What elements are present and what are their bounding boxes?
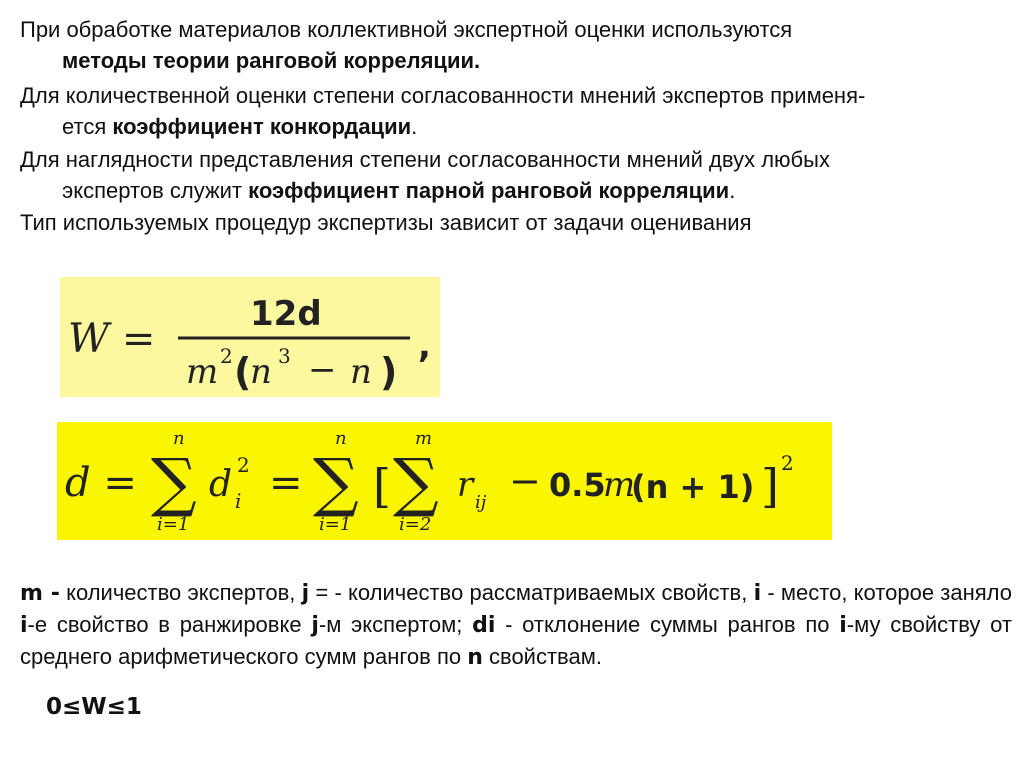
legend-n-text: свойствам.	[482, 644, 602, 669]
formula-d-sum1-bottom: i=1	[157, 514, 190, 535]
legend-i-text-3: -му свойству от среднего арифметического сумм рангов по	[20, 612, 1012, 669]
legend-j-symbol: j	[301, 581, 310, 606]
formula-d-paren-expr: (n + 1)	[631, 468, 755, 506]
formula-w	[60, 277, 440, 397]
formula-w-lhs: W =	[68, 316, 156, 362]
legend-i-symbol: i	[753, 581, 762, 606]
paragraph-procedure-type	[20, 207, 1005, 238]
legend-j-symbol-2: j	[311, 613, 319, 638]
formula-d-sum3-top: m	[415, 428, 433, 449]
formula-w-den-n2: n	[350, 352, 372, 392]
formula-d-box	[57, 422, 832, 540]
legend-j-eq: =	[309, 580, 335, 605]
legend-i-text-2: -е свойство в ранжировке	[27, 612, 312, 637]
formula-d-sum3-sigma: ∑	[393, 446, 439, 520]
formula-w-den-n: n	[250, 352, 272, 392]
formula-d-sum2-top: n	[335, 428, 347, 449]
p3-line1: Для наглядности представления степени согласованности мнений двух любых	[20, 147, 830, 172]
paragraph-rank-correlation	[20, 14, 1005, 76]
formula-w-den-m: m	[186, 352, 219, 392]
formula-d-sum2-bottom: i=1	[319, 514, 352, 535]
legend-m-text: количество экспертов,	[59, 580, 302, 605]
formula-d-term-ij: ij	[475, 492, 487, 513]
formula-d-term-m: m	[603, 465, 636, 505]
p2-line2-start: ется	[62, 114, 113, 139]
p2-line2-end: .	[411, 114, 418, 139]
p3-line2-end: .	[729, 178, 736, 203]
legend-i-symbol-2: i	[20, 613, 28, 638]
legend-i-text: - место, которое заняло	[761, 580, 1012, 605]
formula-w-comma: ,	[418, 326, 431, 366]
p3-bold-term: коэффициент парной ранговой корреляции	[248, 178, 730, 203]
legend-n-symbol: n	[467, 645, 483, 670]
formula-d-sum1-top: n	[173, 428, 185, 449]
w-range: 0≤W≤1	[46, 694, 142, 720]
formula-d-minus: −	[509, 459, 541, 503]
legend-di-text: - отклонение суммы рангов по	[495, 612, 840, 637]
legend-m-symbol: m -	[20, 581, 60, 606]
formula-d-term-d: d	[209, 464, 233, 505]
formula-w-den-open: (	[234, 350, 252, 394]
legend-i-symbol-3: i	[839, 613, 847, 638]
formula-d-const: 0.5	[549, 466, 606, 504]
formula-d-bracket-open: [	[373, 459, 391, 513]
formula-w-den-sq: 2	[220, 344, 233, 368]
p2-bold-term: коэффициент конкордации	[112, 114, 412, 139]
formula-w-den-cube: 3	[278, 344, 291, 368]
p2-line1: Для количественной оценки степени согласованности мнений экспертов применя-	[20, 83, 866, 108]
formula-d-sum2-sigma: ∑	[313, 446, 359, 520]
formula-d-eq2: =	[269, 460, 303, 506]
formula-d-sum1-sigma: ∑	[151, 446, 197, 520]
p4-line1: Тип используемых процедур экспертизы зависит от задачи оценивания	[20, 210, 752, 235]
formula-d-term-i: i	[235, 489, 242, 513]
p1-bold-term: методы теории ранговой корреляции.	[62, 48, 481, 73]
formula-w-numerator: 12d	[250, 294, 322, 334]
formula-d-lhs: d =	[65, 460, 137, 506]
p1-line1: При обработке материалов коллективной экспертной оценки используются	[20, 17, 793, 42]
formula-w-den-close: )	[380, 350, 398, 394]
legend-j-text-2: -м экспертом;	[318, 612, 473, 637]
legend-j-text: - количество рассматриваемых свойств,	[334, 580, 754, 605]
legend-di-symbol: di	[472, 613, 496, 638]
paragraph-concordance	[20, 80, 1005, 142]
formula-d-term-sq: 2	[237, 453, 250, 477]
paragraph-pair-correlation	[20, 144, 1005, 206]
formula-w-den-minus: −	[308, 350, 337, 390]
formula-d-term-r: r	[457, 465, 474, 505]
formula-d-sq: 2	[781, 451, 794, 475]
formula-d-bracket-close: ]	[761, 459, 779, 513]
formula-w-box	[60, 277, 440, 397]
formula-d-sum3-bottom: i=2	[399, 514, 432, 535]
legend-definitions	[20, 577, 1012, 673]
formula-d	[57, 422, 832, 540]
p3-line2-start: экспертов служит	[62, 178, 249, 203]
